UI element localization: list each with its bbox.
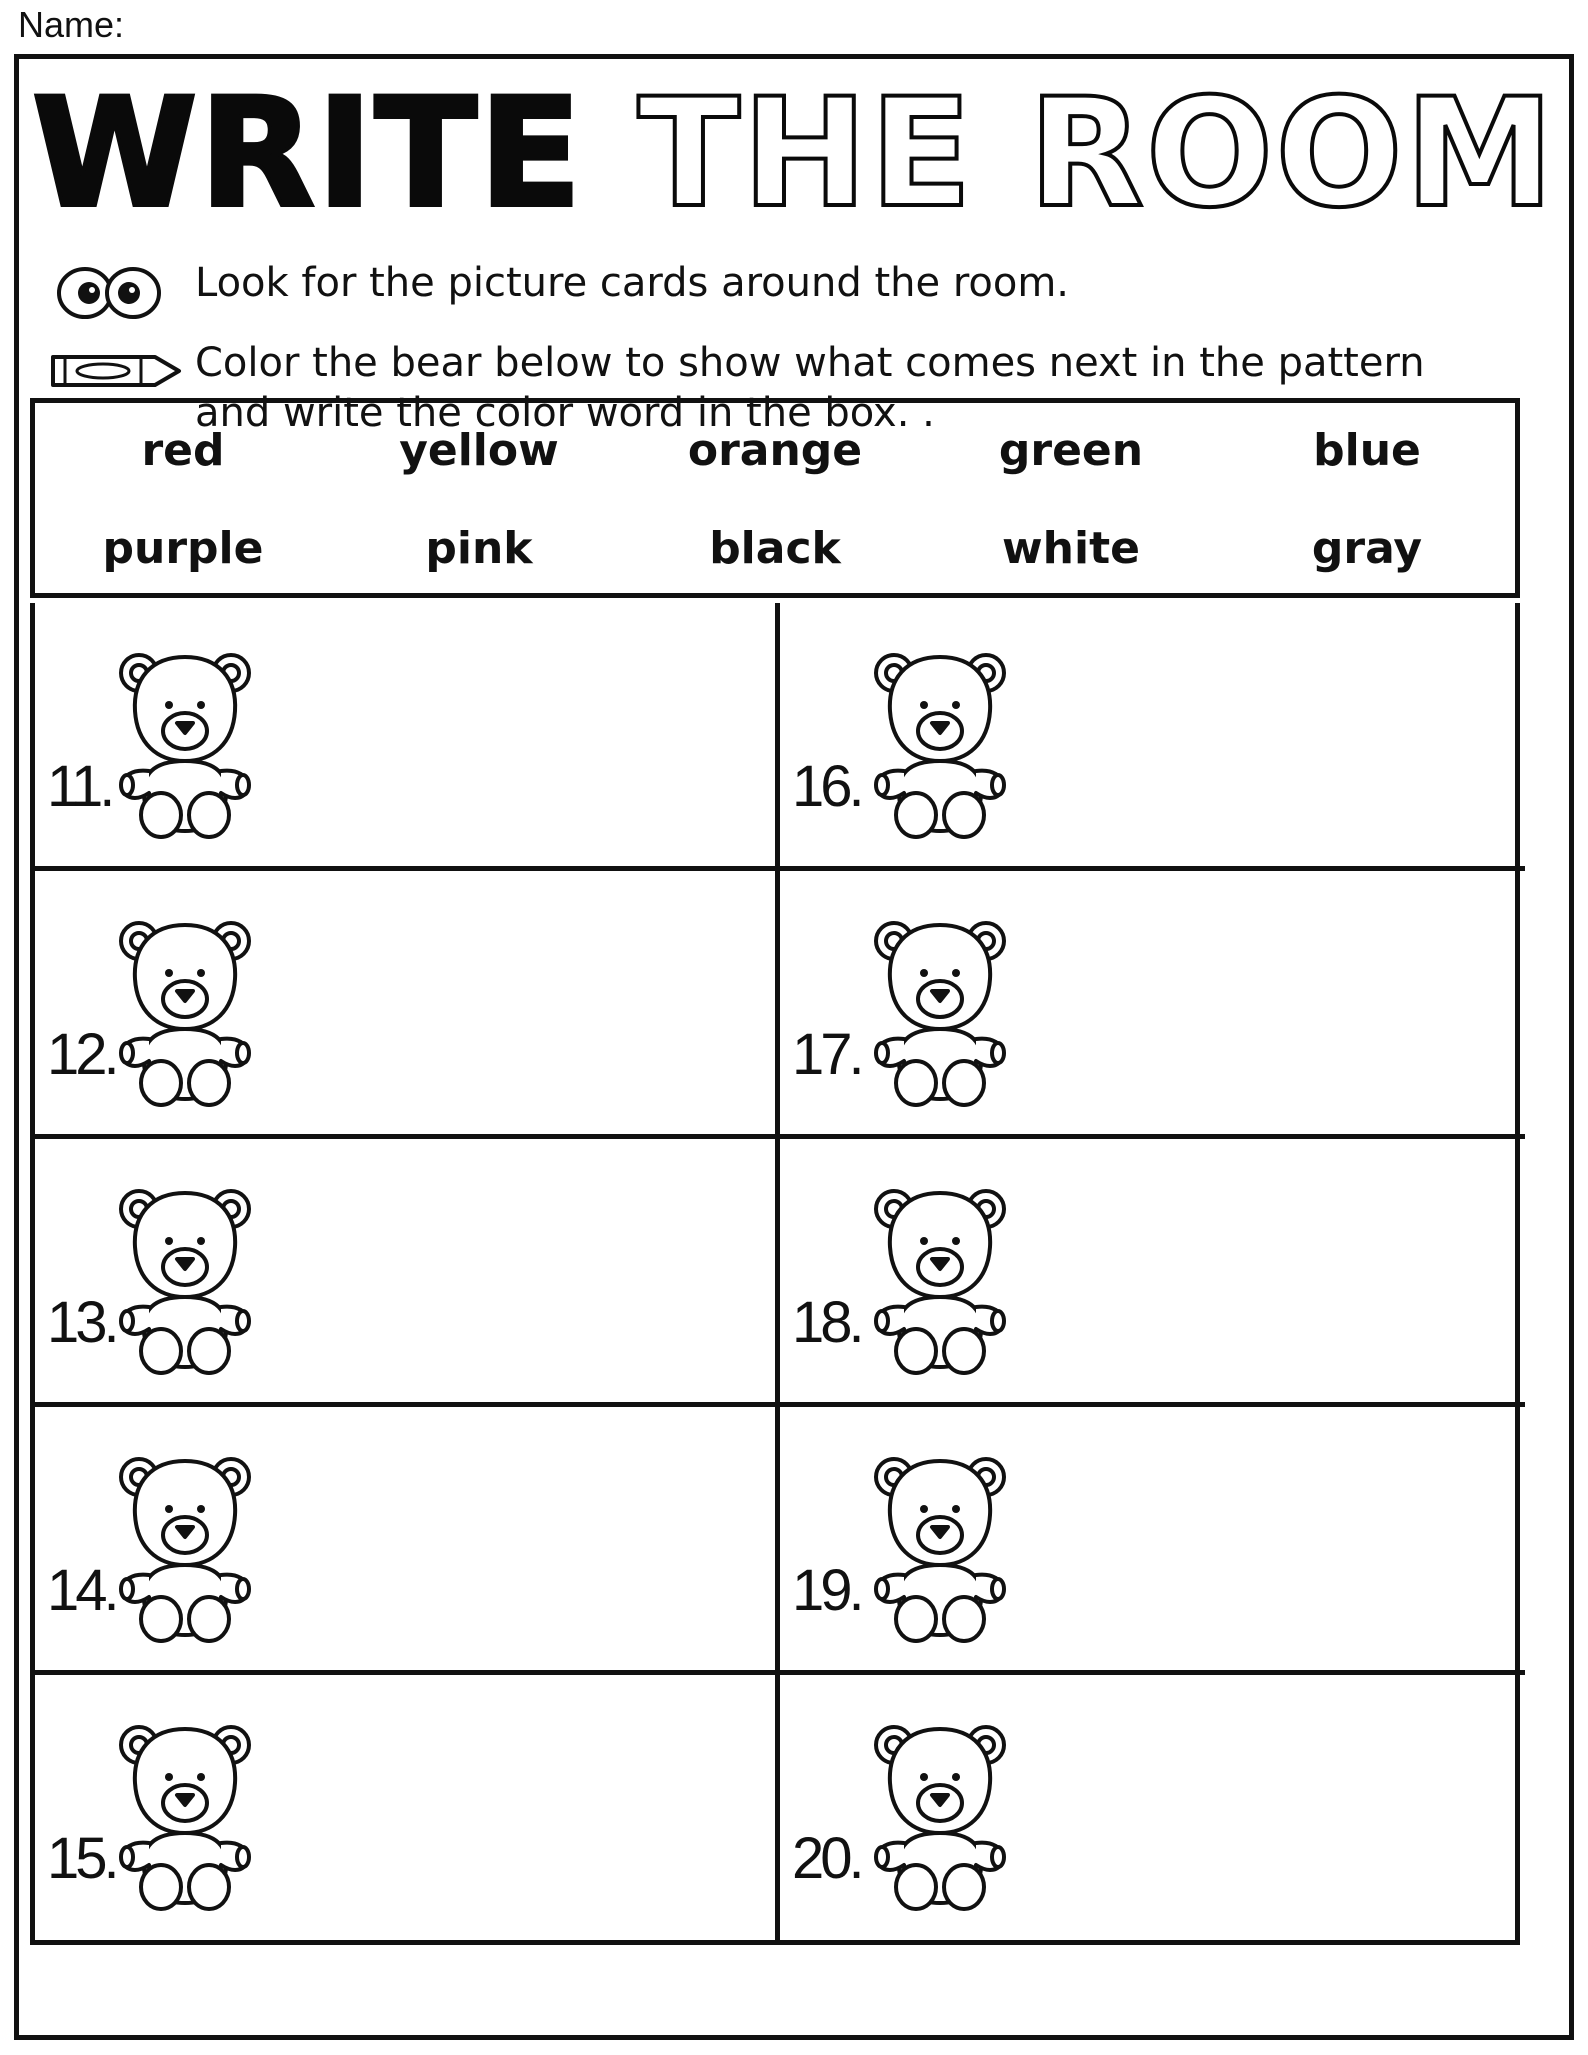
color-word: green [998,425,1144,476]
answer-cell[interactable] [35,1675,780,1943]
color-word: white [1002,523,1140,574]
answer-cell[interactable] [35,871,780,1139]
title-word-write: WRITE [31,67,584,241]
answer-cell[interactable] [780,871,1525,1139]
color-word-bank [30,398,1520,598]
answer-cell[interactable] [35,1139,780,1407]
crayon-icon [45,349,185,393]
name-label: Name: [18,4,125,45]
title-word-room: ROOM [1028,67,1557,241]
color-word: black [709,523,841,574]
color-word: purple [102,523,264,574]
answer-cell[interactable] [35,1407,780,1675]
color-word: pink [425,523,533,574]
item-number: 20. [792,1826,861,1891]
instruction-2b: and write the color word in the box. . [195,390,935,436]
item-number: 14. [47,1558,116,1623]
bear-icon [115,643,255,847]
answer-cell[interactable] [780,1407,1525,1675]
color-word: blue [1313,425,1421,476]
bear-icon [115,1447,255,1651]
item-number: 16. [792,754,861,819]
title-word-the: THE [637,67,975,241]
item-number: 12. [47,1022,116,1087]
bear-icon [870,1715,1010,1919]
answer-cell[interactable] [35,603,780,871]
color-word: gray [1311,523,1423,574]
word-row-2 [35,523,1515,574]
answer-cell[interactable] [780,1675,1525,1943]
item-number: 11. [47,754,112,819]
eyes-icon [55,265,165,321]
bear-icon [115,1179,255,1383]
word-row-1 [35,425,1515,476]
item-number: 15. [47,1826,116,1891]
answer-grid [30,603,1520,1945]
bear-icon [870,911,1010,1115]
page-title [19,67,1569,241]
bear-icon [870,1179,1010,1383]
item-number: 13. [47,1290,116,1355]
item-number: 18. [792,1290,861,1355]
item-number: 17. [792,1022,861,1087]
color-word: red [141,425,225,476]
bear-icon [115,1715,255,1919]
bear-icon [870,643,1010,847]
answer-cell[interactable] [780,1139,1525,1407]
color-word: yellow [399,425,559,476]
bear-icon [115,911,255,1115]
answer-cell[interactable] [780,603,1525,871]
item-number: 19. [792,1558,861,1623]
bear-icon [870,1447,1010,1651]
instruction-2a: Color the bear below to show what comes next in the pattern [195,340,1425,386]
color-word: orange [687,425,863,476]
instruction-1: Look for the picture cards around the room. [195,260,1070,306]
